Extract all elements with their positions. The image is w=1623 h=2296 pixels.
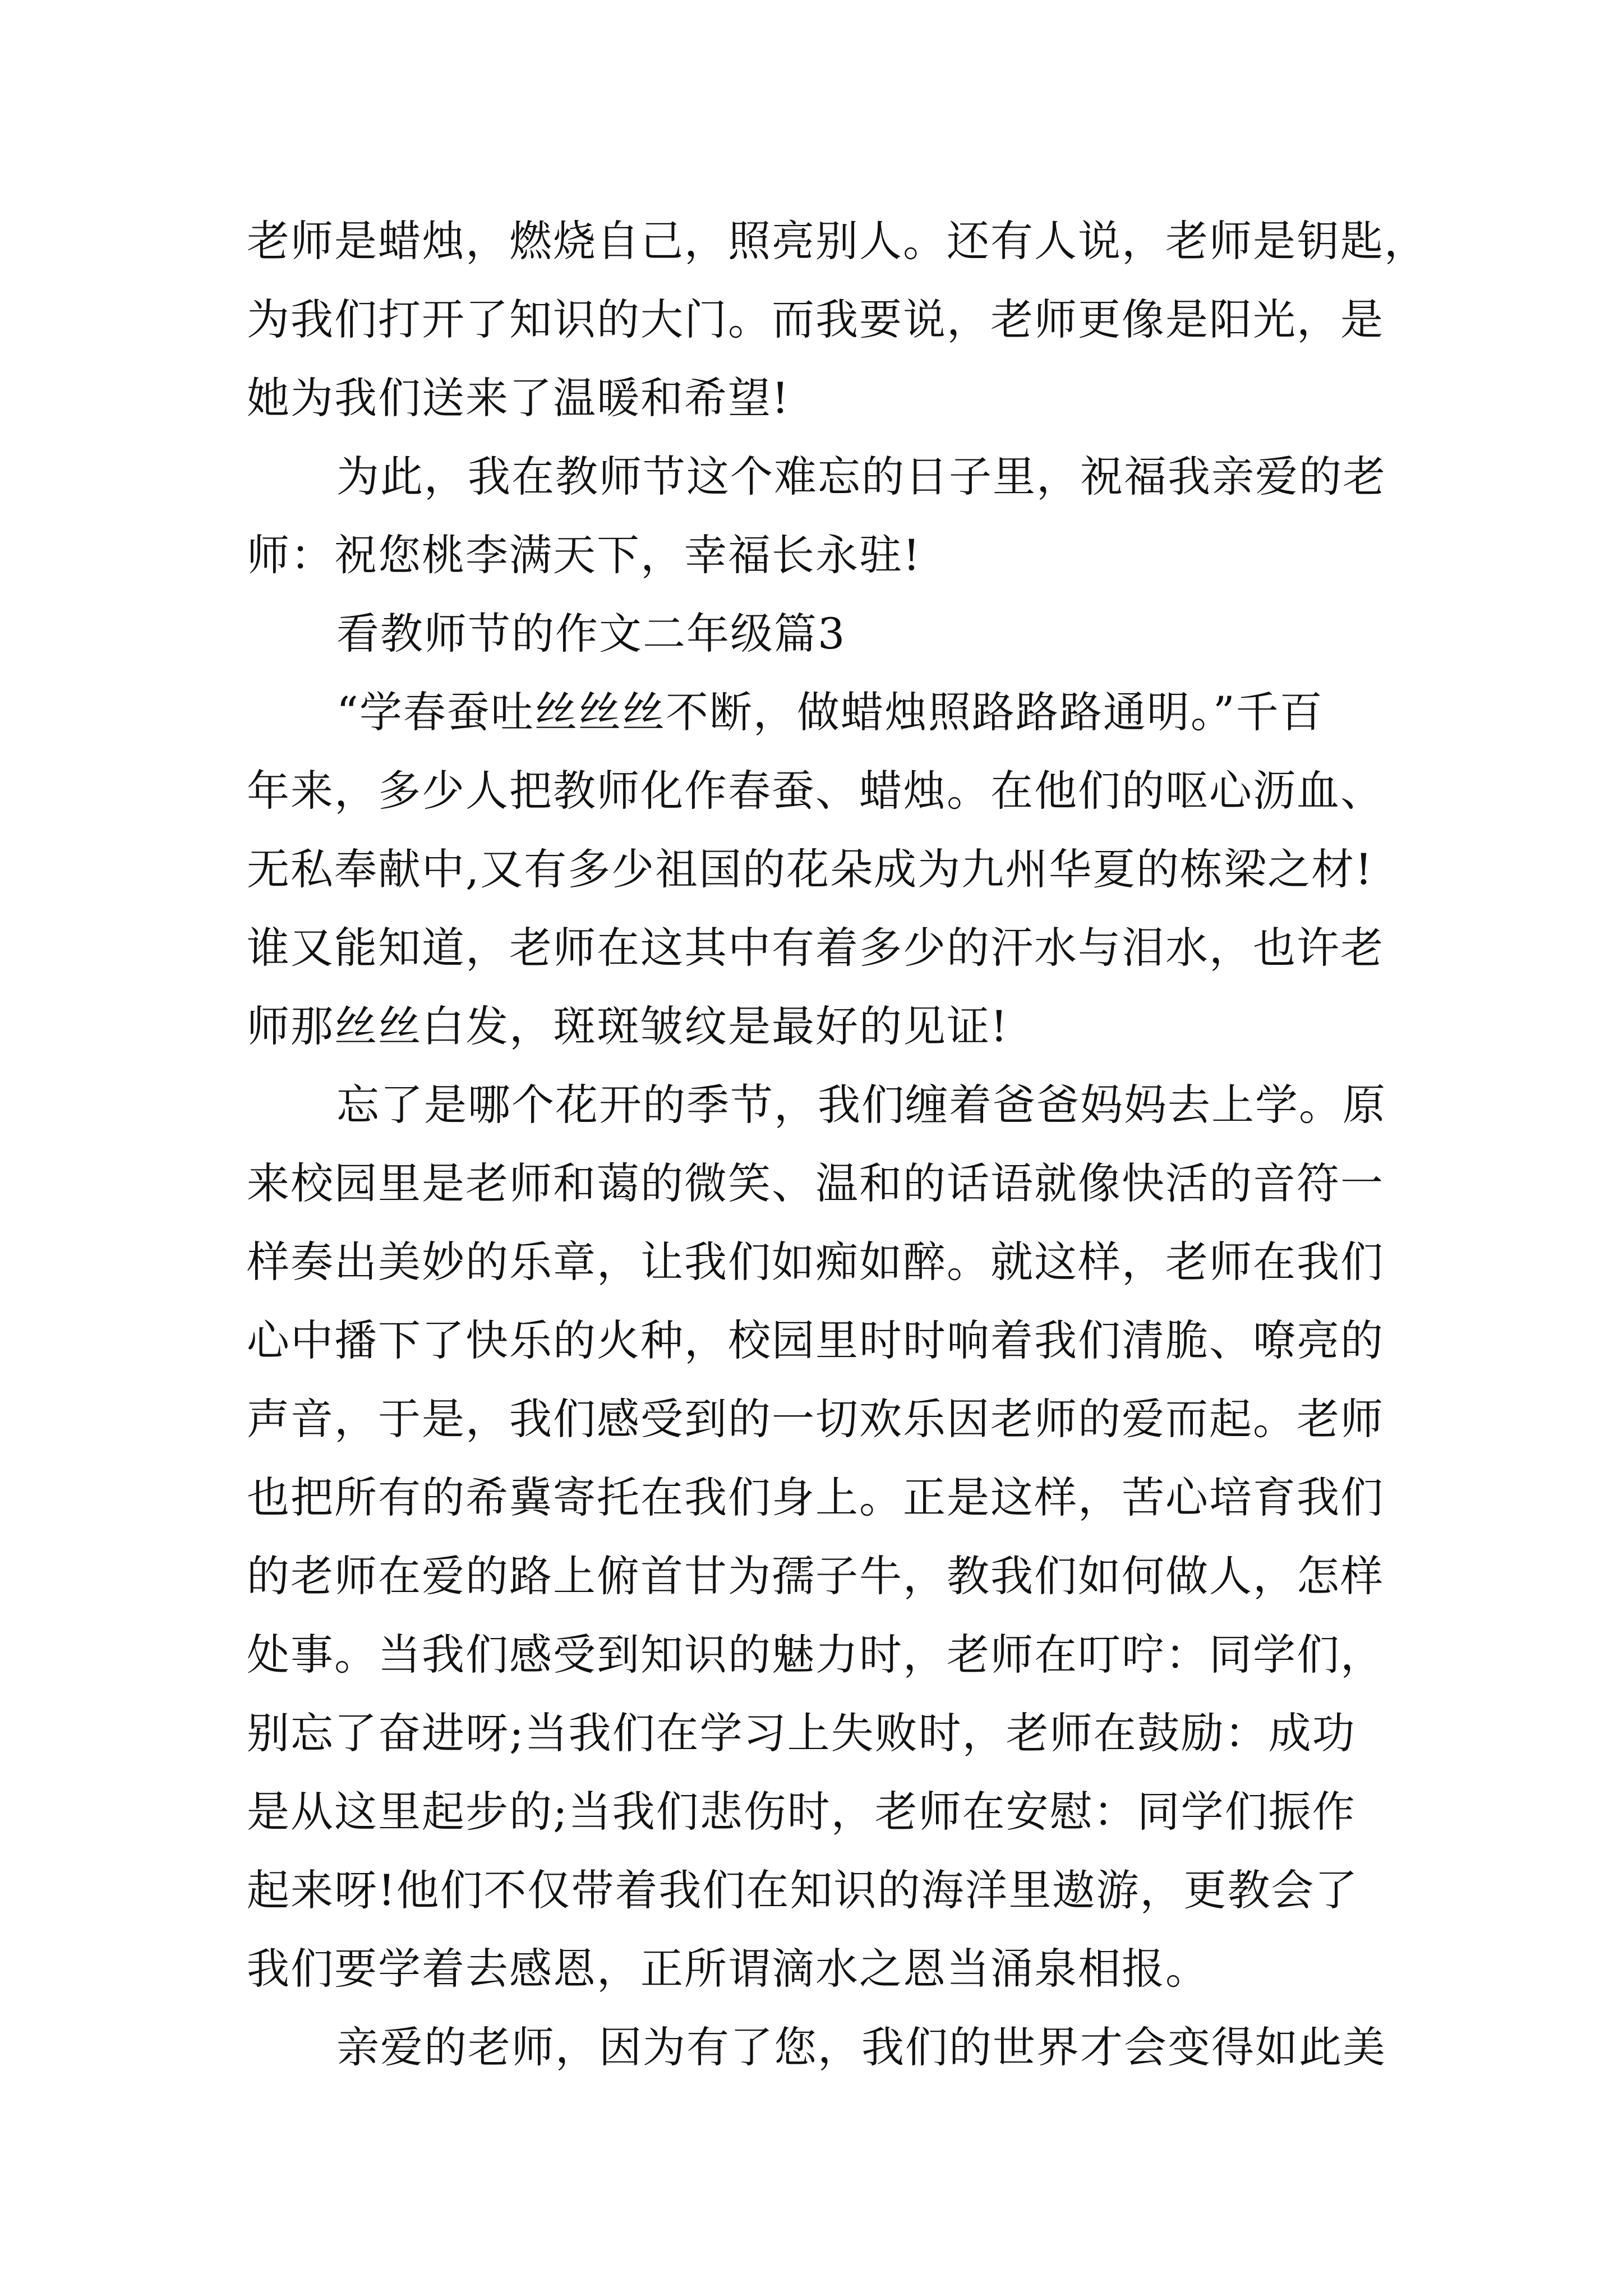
text-line: 声音，于是，我们感受到的一切欢乐因老师的爱而起。老师 <box>247 1394 1384 1444</box>
text-line: 别忘了奋进呀;当我们在学习上失败时，老师在鼓励：成功 <box>247 1708 1356 1758</box>
paragraph-first-line: 忘了是哪个花开的季节，我们缠着爸爸妈妈去上学。原 <box>336 1080 1386 1130</box>
text-line: 师那丝丝白发，斑斑皱纹是最好的见证! <box>247 1001 1009 1051</box>
text-line: 谁又能知道，老师在这其中有着多少的汗水与泪水，也许老 <box>247 923 1384 973</box>
text-line: 处事。当我们感受到知识的魅力时，老师在叮咛：同学们， <box>247 1630 1384 1680</box>
section-heading: 看教师节的作文二年级篇3 <box>336 609 846 659</box>
text-line: 心中播下了快乐的火种，校园里时时响着我们清脆、嘹亮的 <box>247 1315 1384 1365</box>
text-line: 老师是蜡烛，燃烧自己，照亮别人。还有人说，老师是钥匙， <box>247 216 1428 266</box>
paragraph-first-line: 为此，我在教师节这个难忘的日子里，祝福我亲爱的老 <box>336 452 1386 501</box>
text-line: 我们要学着去感恩，正所谓滴水之恩当涌泉相报。 <box>247 1944 1209 1994</box>
text-line: 也把所有的希冀寄托在我们身上。正是这样，苦心培育我们 <box>247 1473 1384 1522</box>
text-line: 她为我们送来了温暖和希望! <box>247 373 790 423</box>
text-line: 无私奉献中,又有多少祖国的花朵成为九州华夏的栋梁之材! <box>247 844 1373 894</box>
text-line: 的老师在爱的路上俯首甘为孺子牛，教我们如何做人，怎样 <box>247 1551 1384 1601</box>
text-line: 为我们打开了知识的大门。而我要说，老师更像是阳光，是 <box>247 295 1384 344</box>
paragraph-first-line: 亲爱的老师，因为有了您，我们的世界才会变得如此美 <box>336 2022 1386 2072</box>
text-line: 师：祝您桃李满天下，幸福长永驻! <box>247 530 921 580</box>
paragraph-first-line: “学春蚕吐丝丝丝不断，做蜡烛照路路路通明。”千百 <box>336 687 1324 737</box>
text-line: 是从这里起步的;当我们悲伤时，老师在安慰：同学们振作 <box>247 1787 1356 1837</box>
text-line: 起来呀!他们不仅带着我们在知识的海洋里遨游，更教会了 <box>247 1865 1359 1915</box>
text-line: 年来，多少人把教师化作春蚕、蜡烛。在他们的呕心沥血、 <box>247 766 1384 816</box>
text-line: 来校园里是老师和蔼的微笑、温和的话语就像快活的音符一 <box>247 1158 1384 1208</box>
text-line: 样奏出美妙的乐章，让我们如痴如醉。就这样，老师在我们 <box>247 1237 1384 1287</box>
